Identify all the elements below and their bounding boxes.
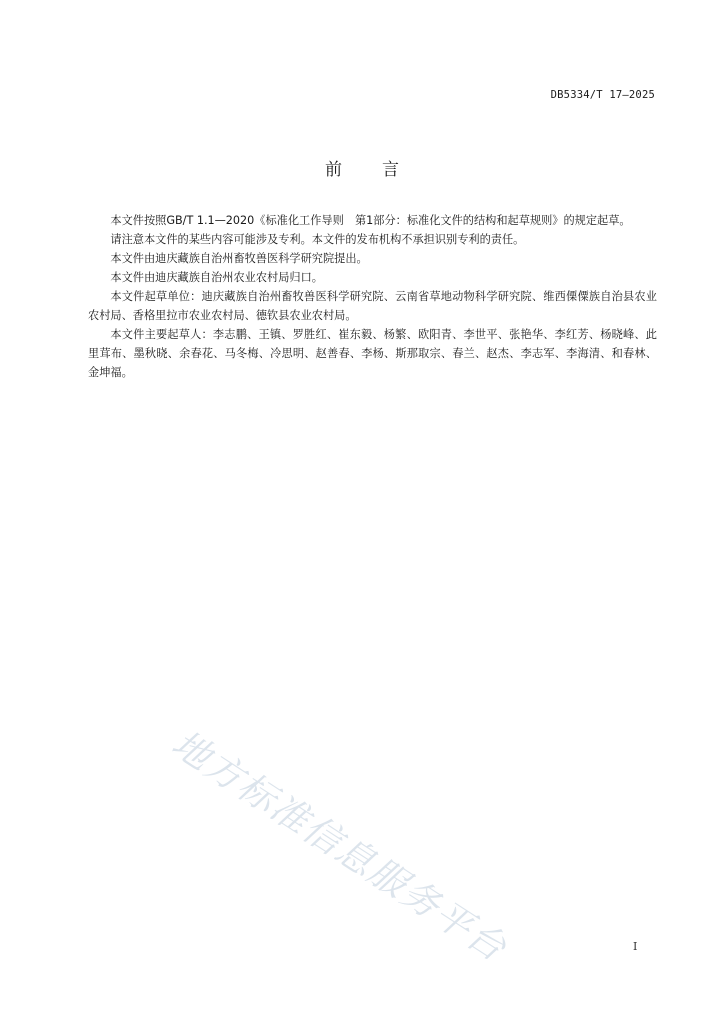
page-number: I (633, 940, 638, 953)
document-code: DB5334/T 17—2025 (550, 89, 655, 101)
paragraph-patent-notice: 请注意本文件的某些内容可能涉及专利。本文件的发布机构不承担识别专利的责任。 (110, 233, 525, 246)
document-body (88, 211, 657, 382)
watermark: 地方标准信息服务平台 (164, 721, 515, 971)
paragraph-drafting-rules: 本文件按照GB/T 1.1—2020《标准化工作导则 第1部分：标准化文件的结构和起草规则》的规定起草。 (110, 214, 631, 227)
paragraph-proposer: 本文件由迪庆藏族自治州畜牧兽医科学研究院提出。 (110, 252, 368, 265)
paragraph-drafting-units: 本文件起草单位：迪庆藏族自治州畜牧兽医科学研究院、云南省草地动物科学研究院、维西傈僳族自治县农业农村局、香格里拉市农业农村局、德钦县农业农村局。 (88, 290, 657, 322)
page-title: 前言 (325, 160, 439, 180)
paragraph-administrator: 本文件由迪庆藏族自治州农业农村局归口。 (110, 271, 323, 284)
paragraph-main-drafters: 本文件主要起草人：李志鹏、王镇、罗胜红、崔东毅、杨繁、欧阳青、李世平、张艳华、李红芳、杨晓峰、此里茸布、墨秋晓、余春花、马冬梅、冷思明、赵善春、李杨、斯那取宗、春兰、赵杰、李志军、李海清、和春林、金坤福。 (88, 328, 657, 379)
